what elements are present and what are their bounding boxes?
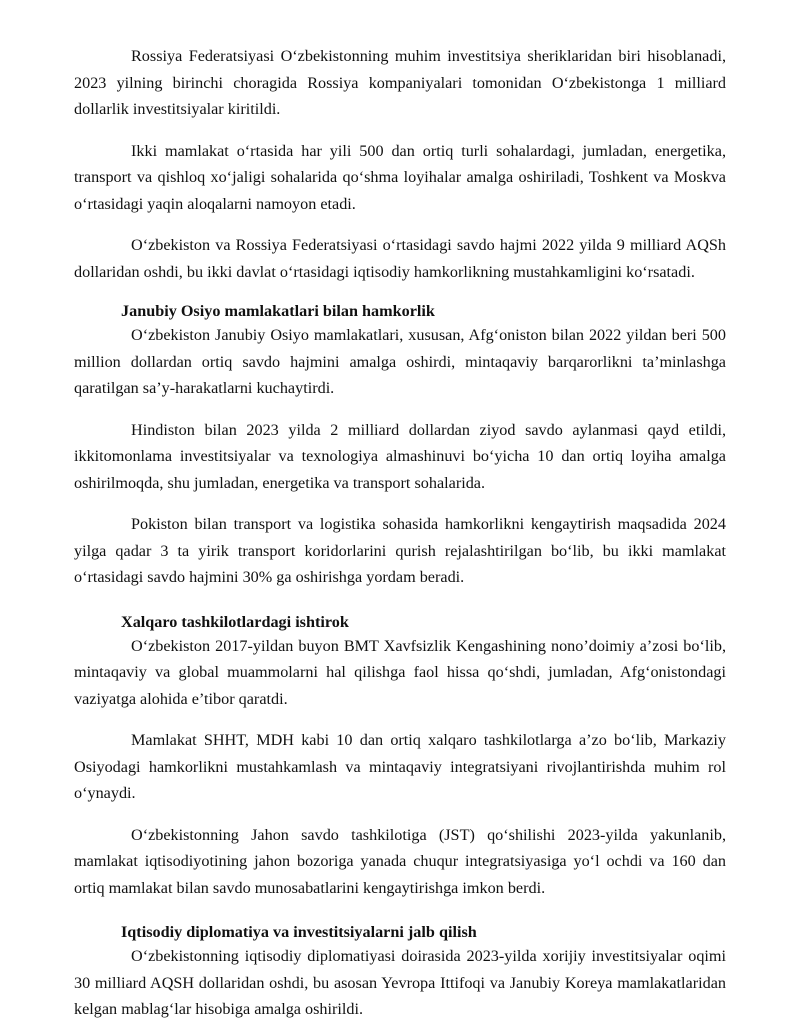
paragraph-foreign-investment: O‘zbekistonning iqtisodiy diplomatiyasi doirasida 2023-yilda xorijiy investitsiyalar oqimi 30 milliard AQSH dollaridan oshdi, bu asosan Yevropa Ittifoqi va Janubiy Koreya mamlakatlaridan kelgan mablag‘lar hisobiga amalga oshirildi.: [74, 947, 726, 1018]
paragraph-pakistan: Pokiston bilan transport va logistika sohasida hamkorlikni kengaytirish maqsadida 2024 yilga qadar 3 ta yirik transport koridorlarini qurish rejalashtirilgan bo‘lib, bu ikki mamlakat o‘rtasidagi savdo hajmini 30% ga oshirishga yordam beradi.: [74, 515, 726, 586]
paragraph-joint-projects: Ikki mamlakat o‘rtasida har yili 500 dan ortiq turli sohalardagi, jumladan, energetika, transport va qishloq xo‘jaligi sohalarida qo‘shma loyihalar amalga oshiriladi, Toshkent va Moskva o‘rtasidagi yaqin aloqalarni namoyon etadi.: [74, 141, 726, 213]
section-heading-south-asia: Janubiy Osiyo mamlakatlari bilan hamkorlik: [121, 302, 435, 320]
paragraph-sco-cis: Mamlakat SHHT, MDH kabi 10 dan ortiq xalqaro tashkilotlarga a’zo bo‘lib, Markaziy Osiyodagi hamkorlikni mustahkamlash va mintaqaviy integratsiyani rivojlantirishda muhim rol o‘ynaydi.: [74, 731, 726, 802]
paragraph-russia-investment: Rossiya Federatsiyasi O‘zbekistonning muhim investitsiya sheriklaridan biri hisoblanadi, 2023 yilning birinchi choragida Rossiya kompaniyalari tomonidan O‘zbekistonga 1 milliard dollarlik investitsiyalar kiritildi.: [74, 47, 726, 118]
section-heading-economic-diplomacy: Iqtisodiy diplomatiya va investitsiyalarni jalb qilish: [121, 923, 477, 941]
paragraph-un-security-council: O‘zbekiston 2017-yildan buyon BMT Xavfsizlik Kengashining nono’doimiy a’zosi bo‘lib, mintaqaviy va global muammolarni hal qilishga faol hissa qo‘shdi, jumladan, Afg‘onistondagi vaziyatga alohida e’tibor qaratdi.: [74, 636, 726, 708]
paragraph-trade-volume: O‘zbekiston va Rossiya Federatsiyasi o‘rtasidagi savdo hajmi 2022 yilda 9 milliard AQSh dollaridan oshdi, bu ikki davlat o‘rtasidagi iqtisodiy hamkorlikning mustahkamligini ko‘rsatadi.: [74, 236, 726, 281]
paragraph-afghanistan: O‘zbekiston Janubiy Osiyo mamlakatlari, xususan, Afg‘oniston bilan 2022 yildan beri 500 million dollardan ortiq savdo hajmini amalga oshirdi, mintaqaviy barqarorlikni ta’minlashga qaratilgan sa’y-harakatlarni kuchaytirdi.: [74, 326, 726, 397]
paragraph-india: Hindiston bilan 2023 yilda 2 milliard dollardan ziyod savdo aylanmasi qayd etildi, ikkitomonlama investitsiyalar va texnologiya almashinuvi bo‘yicha 10 dan ortiq loyiha amalga oshirilmoqda, shu jumladan, energetika va transport sohalarida.: [74, 420, 726, 492]
paragraph-wto: O‘zbekistonning Jahon savdo tashkilotiga (JST) qo‘shilishi 2023-yilda yakunlanib, mamlakat iqtisodiyotining jahon bozoriga yanada chuqur integratsiyasiga yo‘l ochdi va 160 dan ortiq mamlakat bilan savdo munosabatlarini kengaytirishga imkon berdi.: [74, 825, 726, 897]
section-heading-international-orgs: Xalqaro tashkilotlardagi ishtirok: [121, 612, 349, 631]
